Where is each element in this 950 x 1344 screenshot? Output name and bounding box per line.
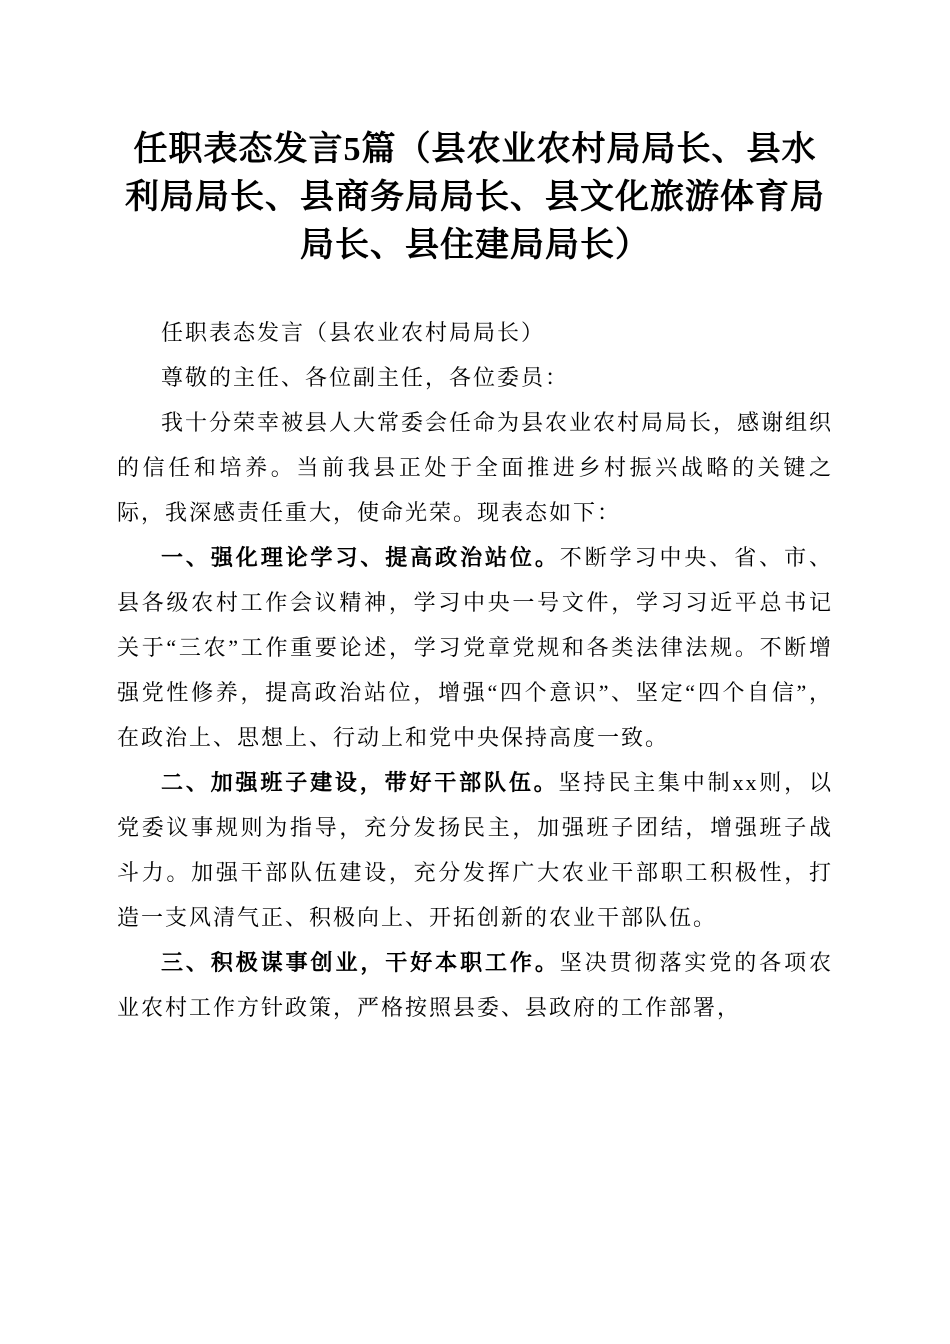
paragraph-text: 坚持民主集中制xx则，以党委议事规则为指导，充分发扬民主，加强班子团结，增强班子战斗力。加强干部队伍建设，充分发挥广大农业干部职工积极性，打造一支风清气正、积极向上、开拓创新的农业干部队伍。 (117, 770, 833, 930)
paragraph-salutation (117, 355, 833, 400)
document-body (117, 310, 833, 1030)
document-page (117, 0, 833, 1030)
section-heading: 三、积极谋事创业，干好本职工作。 (161, 950, 560, 975)
paragraph-subtitle (117, 310, 833, 355)
section-heading: 一、强化理论学习、提高政治站位。 (161, 545, 560, 570)
paragraph-text: 任职表态发言（县农业农村局局长） (161, 320, 546, 345)
paragraph-section-1 (117, 535, 833, 760)
document-title: 任职表态发言5篇（县农业农村局局长、县水利局局长、县商务局局长、县文化旅游体育局局长、县住建局局长） (125, 131, 825, 264)
paragraph-intro (117, 400, 833, 535)
paragraph-text: 坚决贯彻落实党的各项农业农村工作方针政策，严格按照县委、县政府的工作部署， (117, 950, 833, 1020)
paragraph-section-3 (117, 940, 833, 1030)
section-heading: 二、加强班子建设，带好干部队伍。 (161, 770, 559, 795)
paragraph-text: 尊敬的主任、各位副主任，各位委员： (161, 365, 570, 390)
paragraph-text: 不断学习中央、省、市、县各级农村工作会议精神，学习中央一号文件，学习习近平总书记关于“三农”工作重要论述，学习党章党规和各类法律法规。不断增强党性修养，提高政治站位，增强“四个意识”、坚定“四个自信”，在政治上、思想上、行动上和党中央保持高度一致。 (117, 545, 833, 750)
paragraph-text: 我十分荣幸被县人大常委会任命为县农业农村局局长，感谢组织的信任和培养。当前我县正处于全面推进乡村振兴战略的关键之际，我深感责任重大，使命光荣。现表态如下： (117, 410, 834, 525)
paragraph-section-2 (117, 760, 833, 940)
